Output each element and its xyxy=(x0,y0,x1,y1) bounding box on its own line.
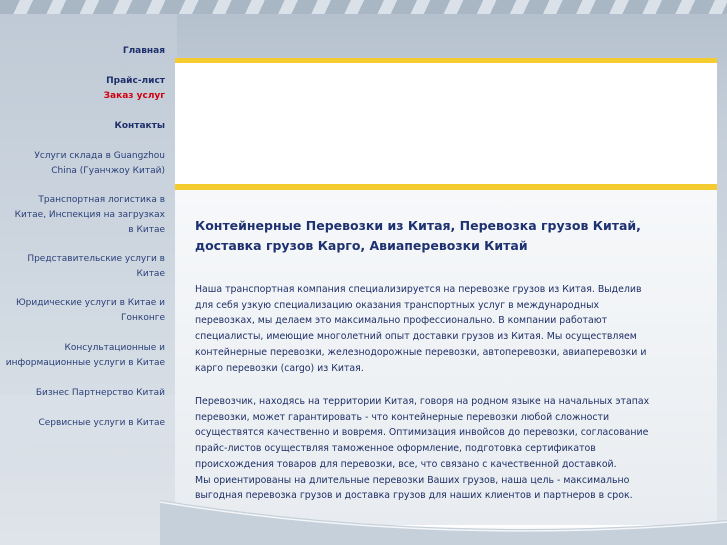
text-line: специалисты, имеющие многолетний опыт доставки грузов из Китая. Мы осуществляем xyxy=(195,331,637,343)
nav-line: информационные услуги в Китае xyxy=(5,358,165,368)
nav-line: в Китае xyxy=(128,225,165,235)
text-line: Мы ориентированы на длительные перевозки Ваших грузов, наша цель - максимально xyxy=(195,474,630,486)
text-line: происхождения товаров для перевозки, все, что связано с качественной доставкой. xyxy=(195,458,617,470)
nav-line: Транспортная логистика в xyxy=(38,195,165,205)
nav-link-price-list[interactable]: Прайс-лист xyxy=(106,76,165,86)
nav-link-home[interactable]: Главная xyxy=(122,46,165,56)
nav-link-contacts[interactable]: Контакты xyxy=(114,121,165,131)
text-line: прайс-листов осуществляя таможенное оформление, подготовка сертификатов xyxy=(195,443,596,455)
text-line: осуществятся качественно и вовремя. Оптимизация инвойсов до перевозки, согласование xyxy=(195,427,649,439)
page-title xyxy=(195,216,695,256)
intro-paragraph xyxy=(195,282,685,376)
text-line: Перевозчик, находясь на территории Китая, говоря на родном языке на начальных этапах xyxy=(195,396,650,407)
nav-line: Китае, Инспекция на загрузках xyxy=(14,210,165,220)
nav-link-service-services[interactable]: Сервисные услуги в Китае xyxy=(38,418,165,428)
text-line: перевозки, может гарантировать - что контейнерные перевозки любой сложности xyxy=(195,411,610,423)
accent-bar-middle xyxy=(175,184,717,190)
nav-link-business-partnership[interactable]: Бизнес Партнерство Китай xyxy=(35,388,165,398)
nav-line: Китае xyxy=(136,269,165,279)
nav-link-representative-services[interactable] xyxy=(0,252,165,282)
text-line: выгодная перевозка грузов и доставка грузов для наших клиентов и партнеров в срок. xyxy=(195,490,633,502)
text-line: Наша транспортная компания специализируется на перевозке грузов из Китая. Выделив xyxy=(195,284,642,295)
nav-line: Услуги склада в Guangzhou xyxy=(34,151,165,161)
title-line: Контейнерные Перевозки из Китая, Перевозка грузов Китай, xyxy=(195,218,641,233)
accent-bar-top xyxy=(175,58,717,63)
nav-line: Представительские услуги в xyxy=(27,254,165,264)
nav-link-transport-logistics[interactable] xyxy=(0,193,165,238)
text-line: карго перевозки (cargo) из Китая. xyxy=(195,362,364,374)
details-paragraph xyxy=(195,394,685,504)
header-stripe-decoration xyxy=(0,0,727,14)
nav-line: China (Гуанчжоу Китай) xyxy=(51,166,165,176)
nav-line: Консультационные и xyxy=(64,343,165,353)
title-line: доставка грузов Карго, Авиаперевозки Китай xyxy=(195,238,528,253)
text-line: для себя узкую специализацию оказания транспортных услуг в международных xyxy=(195,299,600,311)
nav-line: Гонконге xyxy=(121,313,165,323)
nav-link-consulting-services[interactable] xyxy=(0,341,165,371)
text-line: контейнерные перевозки, железнодорожные перевозки, автоперевозки, авиаперевозки и xyxy=(195,346,647,358)
nav-link-legal-services[interactable] xyxy=(0,296,165,326)
nav-link-warehouse-services[interactable] xyxy=(0,149,165,179)
nav-link-order-services[interactable]: Заказ услуг xyxy=(103,91,165,101)
nav-line: Юридические услуги в Китае и xyxy=(15,298,165,308)
text-line: перевозках, мы делаем это максимально профессионально. В компании работают xyxy=(195,315,608,327)
